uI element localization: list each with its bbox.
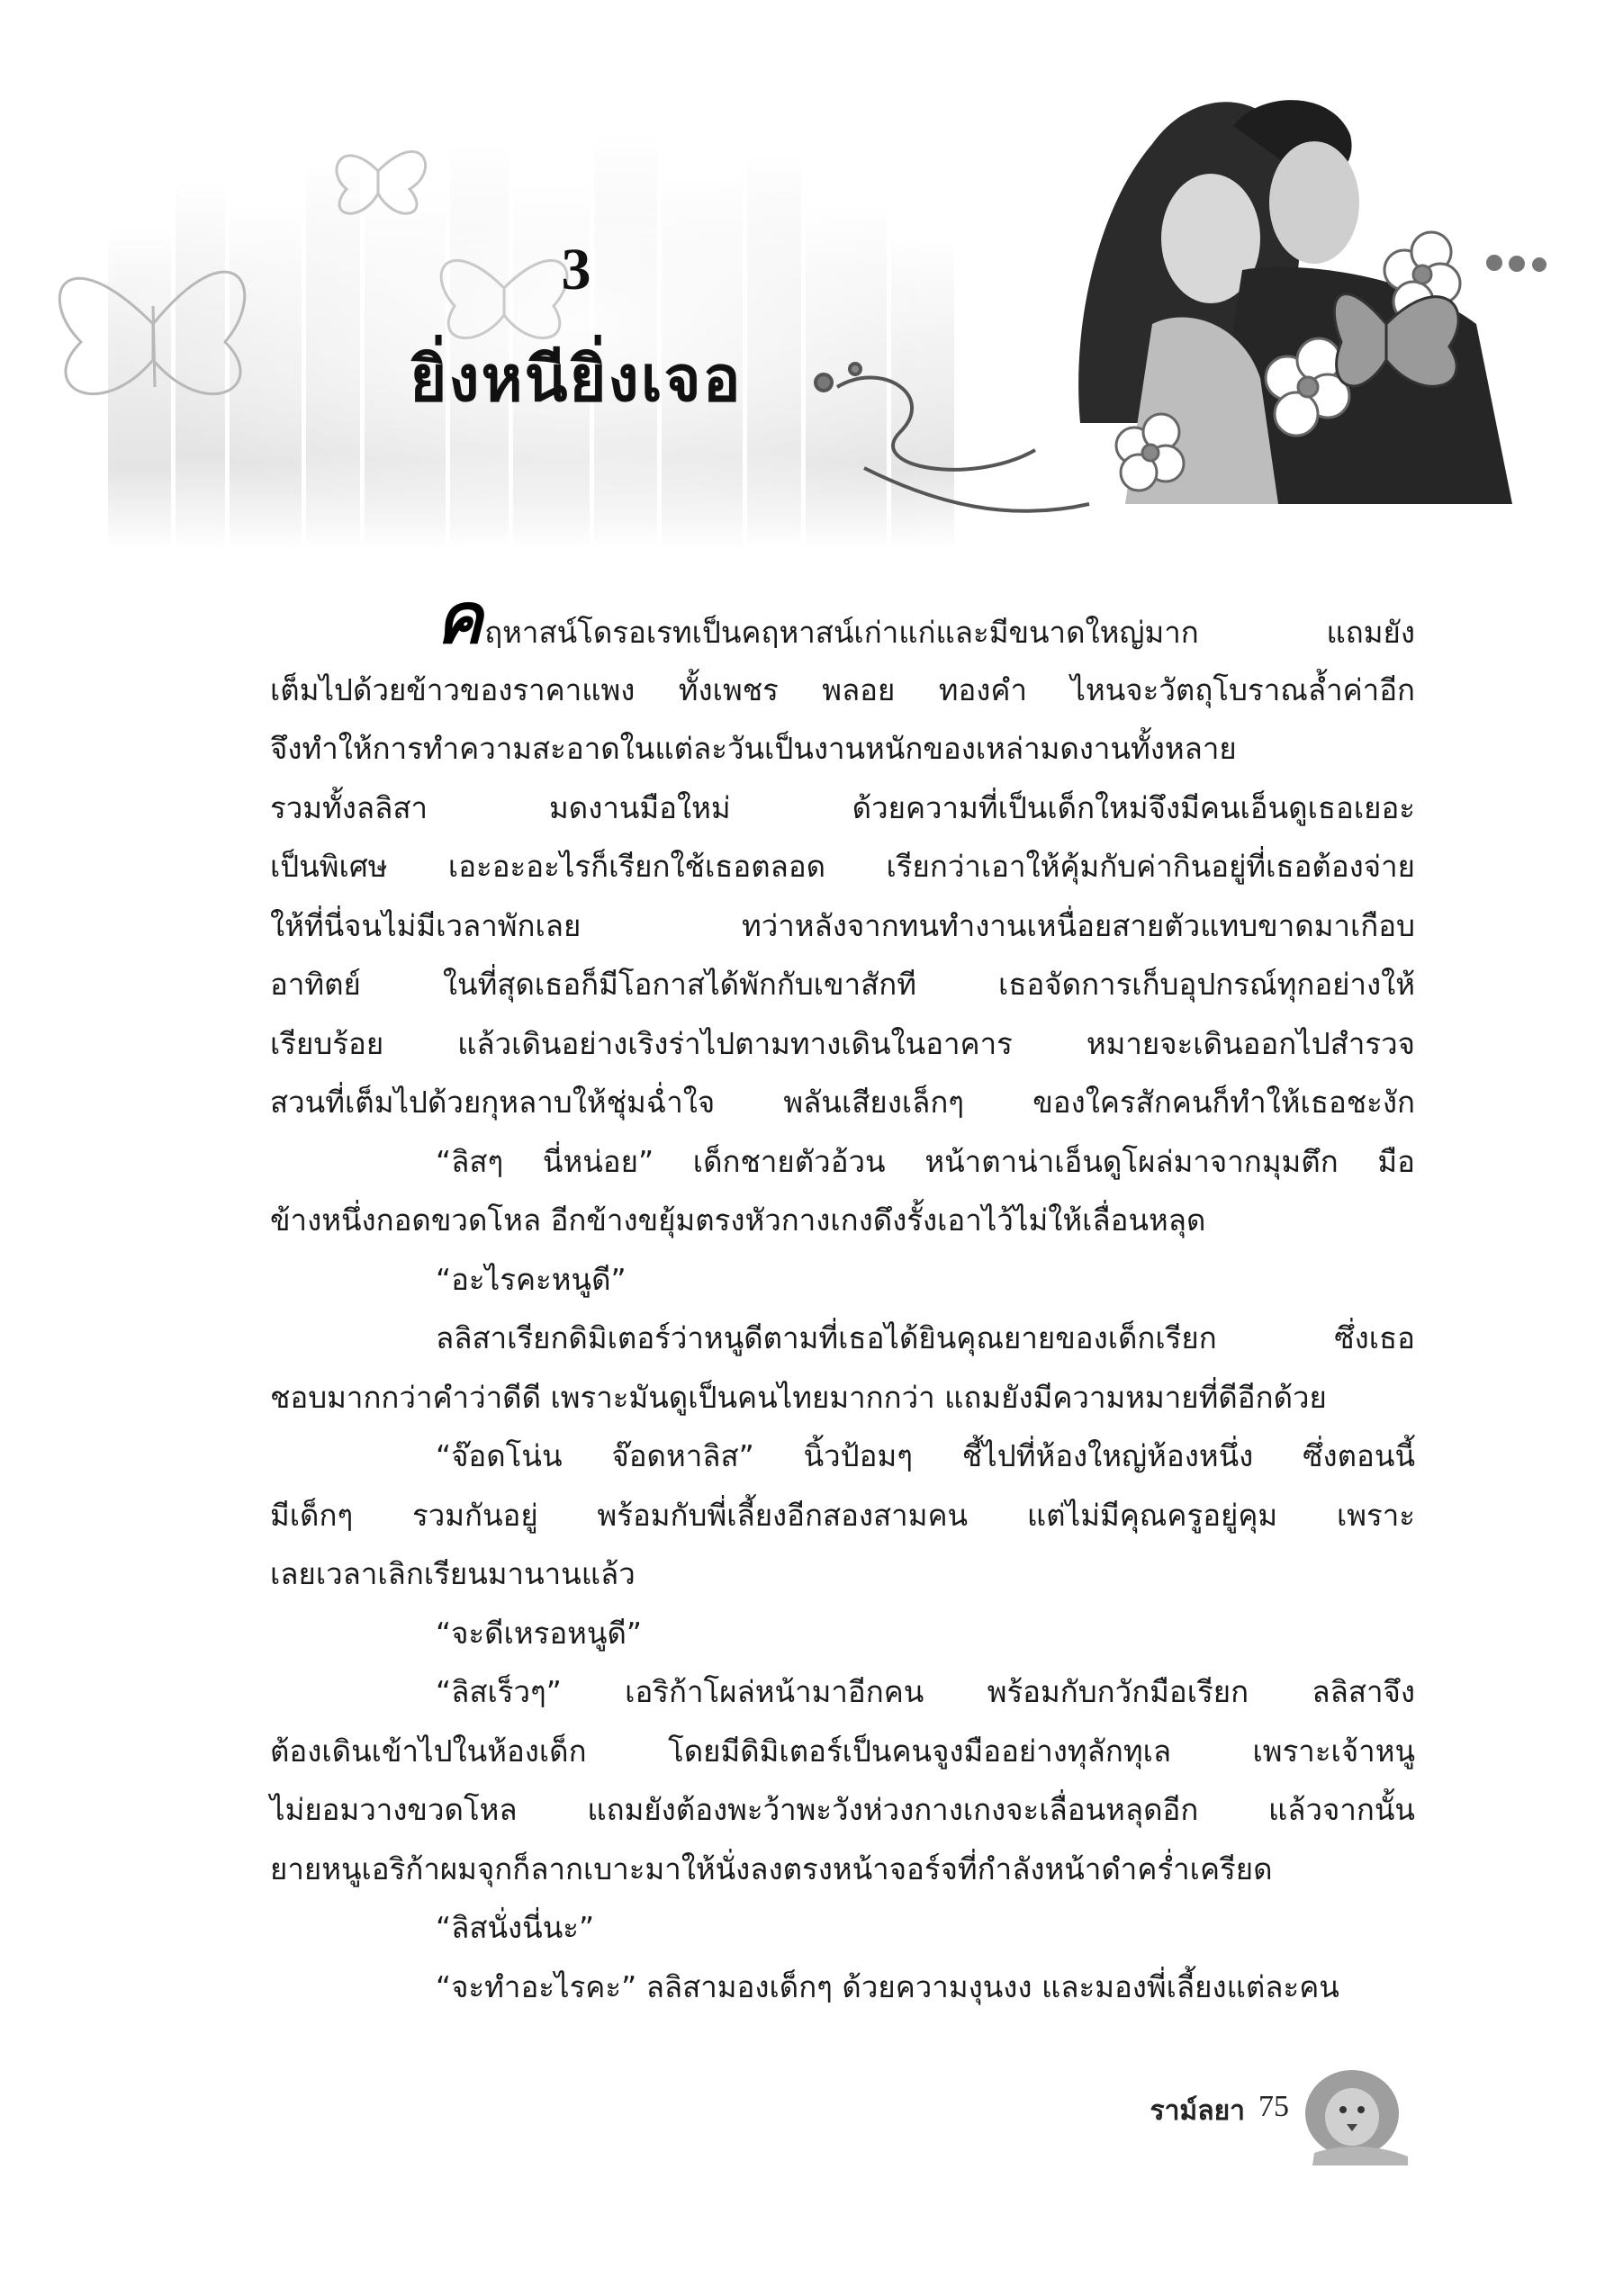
- body-line: ยายหนูเอริก้าผมจุกก็ลากเบาะมาให้นั่งลงตรงหน้าจอร์จที่กำลังหน้าดำคร่ำเครียด: [270, 1850, 1273, 1886]
- body-line: เป็นพิเศษ เอะอะอะไรก็เรียกใช้เธอตลอด เรียกว่าเอาให้คุ้มกับค่ากินอยู่ที่เธอต้องจ่าย: [270, 849, 1415, 884]
- body-line: เต็มไปด้วยข้าวของราคาแพง ทั้งเพชร พลอย ทองคำ ไหนจะวัตถุโบราณล้ำค่าอีก: [270, 671, 1415, 707]
- body-line: รวมทั้งลลิสา มดงานมือใหม่ ด้วยความที่เป็นเด็กใหม่จึงมีคนเอ็นดูเธอเยอะ: [270, 789, 1415, 825]
- body-line: เลยเวลาเลิกเรียนมานานแล้ว: [270, 1556, 636, 1591]
- body-line: ไม่ยอมวางขวดโหล แถมยังต้องพะว้าพะวังห่วงกางเกงจะเลื่อนหลุดอีก แล้วจากนั้น: [270, 1792, 1415, 1827]
- body-line: “ลิสนั่งนี่นะ”: [436, 1910, 595, 1945]
- body-line: “อะไรคะหนูดี”: [436, 1261, 627, 1297]
- body-line: “ลิสเร็วๆ” เอริก้าโผล่หน้ามาอีกคน พร้อมกับกวักมือเรียก ลลิสาจึง: [436, 1674, 1415, 1709]
- body-line: อาทิตย์ ในที่สุดเธอก็มีโอกาสได้พักกับเขาสักที เธอจัดการเก็บอุปกรณ์ทุกอย่างให้: [270, 967, 1415, 1002]
- body-line: ต้องเดินเข้าไปในห้องเด็ก โดยมีดิมิเตอร์เป็นคนจูงมืออย่างทุลักทุเล เพราะเจ้าหนู: [270, 1733, 1415, 1769]
- page-number: 75: [1258, 2090, 1289, 2123]
- chapter-body: [270, 579, 1415, 2016]
- body-line: “จะทำอะไรคะ” ลลิสามองเด็กๆ ด้วยความงุนงง และมองพี่เลี้ยงแต่ละคน: [436, 1968, 1339, 2004]
- body-line: มีเด็กๆ รวมกันอยู่ พร้อมกับพี่เลี้ยงอีกสองสามคน แต่ไม่มีคุณครูอยู่คุม เพราะ: [270, 1497, 1415, 1533]
- dot-ornament: [1486, 255, 1546, 272]
- body-line: ข้างหนึ่งกอดขวดโหล อีกข้างขยุ้มตรงหัวกางเกงดึงรั้งเอาไว้ไม่ให้เลื่อนหลุด: [270, 1202, 1206, 1238]
- body-line: สวนที่เต็มไปด้วยกุหลาบให้ชุ่มฉ่ำใจ พลันเสียงเล็กๆ ของใครสักคนก็ทำให้เธอชะงัก: [270, 1085, 1415, 1120]
- body-line: คฤหาสน์โดรอเรทเป็นคฤหาสน์เก่าแก่และมีขนาดใหญ่มาก แถมยัง: [436, 579, 1415, 660]
- chapter-title: ยิ่งหนียิ่งเจอ: [410, 342, 743, 416]
- chapter-number: 3: [561, 237, 591, 302]
- drop-cap: ค: [436, 579, 483, 660]
- body-line: “จะดีเหรอหนูดี”: [436, 1615, 643, 1651]
- body-line: เรียบร้อย แล้วเดินอย่างเริงร่าไปตามทางเดินในอาคาร หมายจะเดินออกไปสำรวจ: [270, 1025, 1415, 1061]
- body-line: “ลิสๆ นี่หน่อย” เด็กชายตัวอ้วน หน้าตาน่าเอ็นดูโผล่มาจากมุมตึก มือ: [436, 1143, 1415, 1179]
- lion-icon: [1296, 2066, 1413, 2165]
- body-line: ชอบมากกว่าคำว่าดีดี เพราะมันดูเป็นคนไทยมากกว่า แถมยังมีความหมายที่ดีอีกด้วย: [270, 1379, 1327, 1415]
- body-line: จึงทำให้การทำความสะอาดในแต่ละวันเป็นงานหนักของเหล่ามดงานทั้งหลาย: [270, 731, 1237, 766]
- body-line: ให้ที่นี่จนไม่มีเวลาพักเลย ทว่าหลังจากทนทำงานเหนื่อยสายตัวแทบขาดมาเกือบ: [270, 907, 1415, 943]
- footer-author: ราม์ลยา: [1150, 2095, 1245, 2127]
- body-line: ลลิสาเรียกดิมิเตอร์ว่าหนูดีตามที่เธอได้ยินคุณยายของเด็กเรียก ซึ่งเธอ: [436, 1320, 1415, 1355]
- body-line: “จ๊อดโน่น จ๊อดหาลิส” นิ้วป้อมๆ ชี้ไปที่ห้องใหญ่ห้องหนึ่ง ซึ่งตอนนี้: [436, 1438, 1415, 1473]
